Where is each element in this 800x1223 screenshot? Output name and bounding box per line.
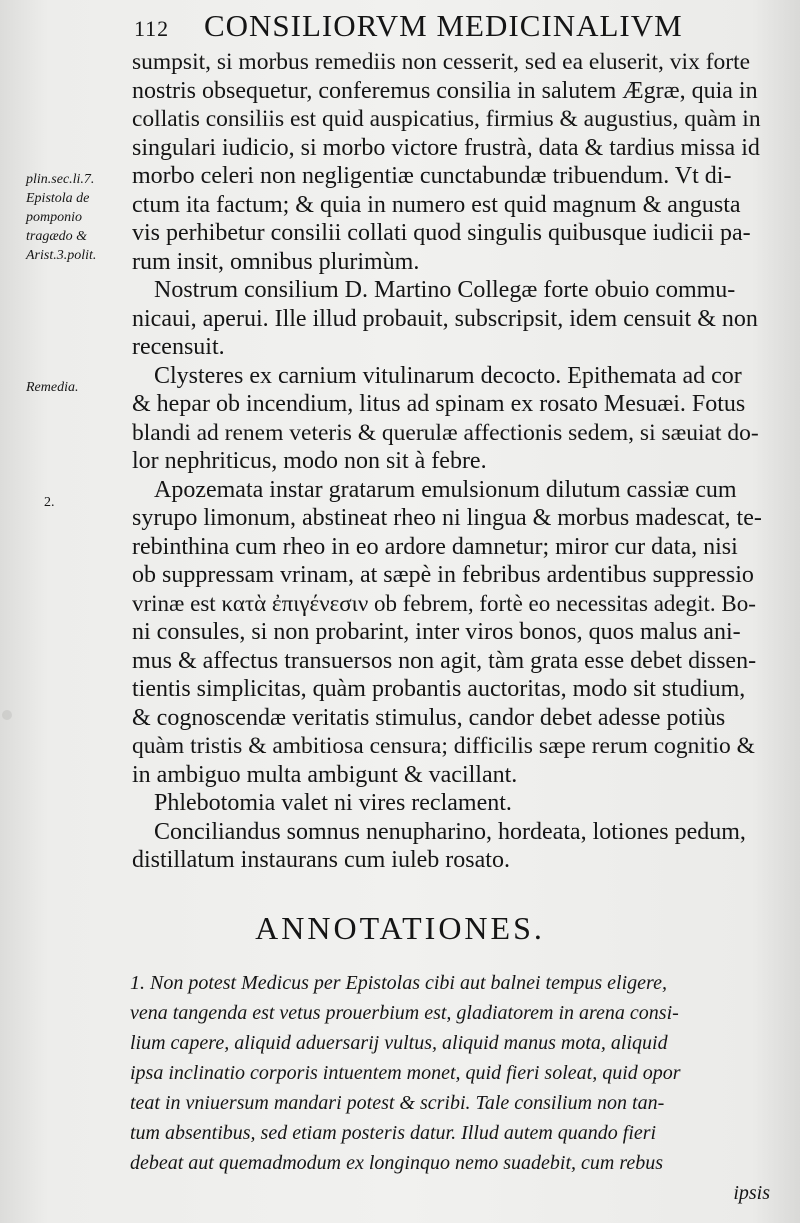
page-number: 112 bbox=[134, 16, 170, 41]
margin-note-citation: plin.sec.li.7. Epistola de pomponio tragædo & Arist.3.polit. bbox=[26, 172, 97, 263]
text-line: rum insit, omnibus plurimùm. bbox=[132, 248, 420, 275]
text-line: Clysteres ex carnium vitulinarum decocto. Epithemata ad cor bbox=[154, 362, 742, 389]
text-line: syrupo limonum, abstineat rheo ni lingua & morbus madescat, te- bbox=[132, 505, 762, 531]
text-line: nostris obsequetur, conferemus consilia in salutem Ægræ, quia in bbox=[132, 77, 758, 104]
text-line: morbo celeri non negligentiæ cunctabundæ tribuendum. Vt di- bbox=[132, 163, 732, 189]
annotations-text bbox=[130, 968, 770, 1208]
annotation-line: tum absentibus, sed etiam posteris datur. Illud autem quando fieri bbox=[130, 1122, 657, 1144]
text-line: ni consules, si non probarint, inter viros bonos, quos malus ani- bbox=[132, 619, 741, 645]
annotation-line: ipsa inclinatio corporis intuentem monet, quid fieri soleat, quid opor bbox=[130, 1062, 681, 1084]
text-line: & hepar ob incendium, litus ad spinam ex rosato Mesuæi. Fotus bbox=[132, 391, 746, 417]
margin-note-remedia: Remedia. bbox=[26, 380, 79, 395]
annotation-line: debeat aut quemadmodum ex longinquo nemo suadebit, cum rebus bbox=[130, 1152, 664, 1174]
running-header bbox=[134, 8, 794, 44]
text-line: Conciliandus somnus nenupharino, hordeata, lotiones pedum, bbox=[154, 818, 746, 845]
annotations-heading: ANNOTATIONES. bbox=[255, 910, 545, 946]
text-line: singulari iudicio, si morbo victore frustrà, data & tardius missa id bbox=[132, 134, 760, 161]
text-line: in ambiguo multa ambigunt & vacillant. bbox=[132, 761, 518, 788]
catchword: ipsis bbox=[733, 1182, 770, 1204]
main-text bbox=[132, 48, 762, 875]
text-line: & cognoscendæ veritatis stimulus, candor debet adesse potiùs bbox=[132, 704, 726, 731]
text-line: Apozemata instar gratarum emulsionum dilutum cassiæ cum bbox=[154, 476, 737, 503]
text-line: ob suppressam vrinam, at sæpè in febribus ardentibus suppressio bbox=[132, 562, 754, 588]
text-line: rebinthina cum rheo in eo ardore damnetur; miror cur data, nisi bbox=[132, 533, 738, 560]
text-line: Nostrum consilium D. Martino Collegæ forte obuio commu- bbox=[154, 277, 736, 303]
text-line: vis perhibetur consilii collati quod singulis quibusque iudicii pa- bbox=[132, 220, 751, 246]
annotation-line: vena tangenda est vetus prouerbium est, gladiatorem in arena consi- bbox=[130, 1002, 679, 1024]
text-line: lor nephriticus, modo non sit à febre. bbox=[132, 448, 487, 474]
annotation-line: 1. Non potest Medicus per Epistolas cibi aut balnei tempus eligere, bbox=[130, 972, 667, 994]
text-line: distillatum instaurans cum iuleb rosato. bbox=[132, 847, 510, 873]
text-line: mus & affectus transuersos non agit, tàm grata esse debet dissen- bbox=[132, 647, 757, 674]
text-line: collatis consiliis est quid auspicatius, firmius & augustius, quàm in bbox=[132, 106, 761, 132]
text-line: Phlebotomia valet ni vires reclament. bbox=[154, 790, 512, 816]
text-line: quàm tristis & ambitiosa censura; difficilis sæpe rerum cognitio & bbox=[132, 733, 755, 759]
text-line: ctum ita factum; & quia in numero est quid magnum & angusta bbox=[132, 191, 741, 218]
text-line: recensuit. bbox=[132, 334, 225, 360]
margin-note-number: 2. bbox=[44, 495, 55, 510]
ink-spot bbox=[2, 710, 12, 720]
text-line: vrinæ est κατὰ ἐπιγένεσιν ob febrem, fortè eo necessitas adegit. Bo- bbox=[132, 590, 756, 616]
text-line: blandi ad renem veteris & querulæ affectionis sedem, si sæuiat do- bbox=[132, 419, 759, 446]
text-line: sumpsit, si morbus remediis non cesserit, sed ea eluserit, vix forte bbox=[132, 49, 751, 75]
running-title: CONSILIORVM MEDICINALIVM bbox=[203, 8, 683, 43]
annotation-line: lium capere, aliquid aduersarij vultus, aliquid manus mota, aliquid bbox=[130, 1032, 668, 1054]
text-line: tientis simplicitas, quàm probantis auctoritas, modo sit studium, bbox=[132, 676, 746, 702]
annotation-line: teat in vniuersum mandari potest & scribi. Tale consilium non tan- bbox=[130, 1092, 665, 1114]
text-line: nicaui, aperui. Ille illud probauit, subscripsit, idem censuit & non bbox=[132, 305, 758, 332]
